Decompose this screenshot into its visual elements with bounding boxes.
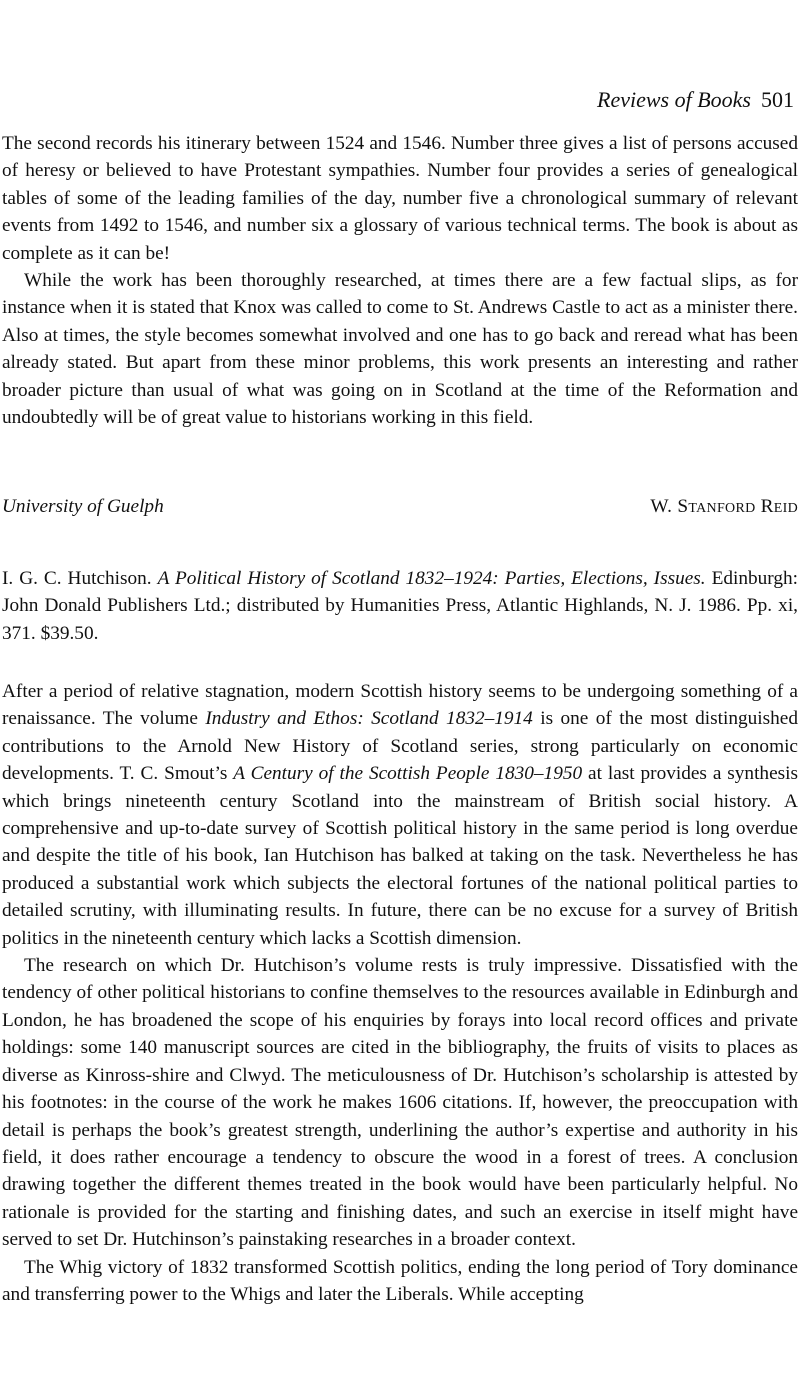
citation-publisher: Edinburgh: John Donald Publishers Ltd.; distributed by Humanities Press, Atlantic Highlands, N. J. 1986. Pp. xi, 371. $39.50.	[2, 568, 799, 644]
cited-title: A Century of the Scottish People 1830–1950	[233, 763, 583, 785]
book-citation	[2, 565, 798, 647]
body-paragraph: The research on which Dr. Hutchison’s volume rests is truly impressive. Dissatisfied with the tendency of other political historians to confine themselves to the resources available in Edinburgh and London, he has broadened the scope of his enquiries by forays into local record offices and private holdings: some 140 manuscript sources are cited in the bibliography, the fruits of visits to places as diverse as Kinross-shire and Clwyd. The meticulousness of Dr. Hutchison’s scholarship is attested by his footnotes: in the course of the work he makes 1606 citations. If, however, the preoccupation with detail is perhaps the book’s greatest strength, underlining the author’s expertise and authority in his field, it does rather encourage a tendency to obscure the wood in a forest of trees. A conclusion drawing together the different themes treated in the book would have been particularly helpful. No rationale is provided for the starting and finishing dates, and such an exercise in itself might have served to set Dr. Hutchinson’s painstaking researches in a broader context.	[2, 955, 798, 1251]
page-number: 501	[761, 87, 794, 112]
body-paragraph: The second records his itinerary between 1524 and 1546. Number three gives a list of persons accused of heresy or believed to have Protestant sympathies. Number four provides a series of genealogical tables of some of the leading families of the day, number five a chronological summary of relevant events from 1492 to 1546, and number six a glossary of various technical terms. The book is about as complete as it can be!	[2, 133, 798, 264]
cited-title: Industry and Ethos: Scotland 1832–1914	[205, 708, 533, 730]
review-body	[2, 678, 798, 1308]
review-signature	[2, 493, 798, 520]
body-paragraph: After a period of relative stagnation, modern Scottish history seems to be undergoing something of a renaissance. The volume Industry and Ethos: Scotland 1832–1914 is one of the most distinguished contributions to the Arnold New History of Scotland series, strong particularly on economic developments. T. C. Smout’s A Century of the Scottish People 1830–1950 at last provides a synthesis which brings nineteenth century Scotland into the mainstream of British social history. A comprehensive and up-to-date survey of Scottish political history in the same period is long overdue and despite the title of his book, Ian Hutchison has balked at taking on the task. Nevertheless he has produced a substantial work which subjects the electoral fortunes of the national political parties to detailed scrutiny, with illuminating results. In future, there can be no excuse for a survey of British politics in the nineteenth century which lacks a Scottish dimension.	[2, 681, 798, 949]
body-paragraph: The Whig victory of 1832 transformed Scottish politics, ending the long period of Tory dominance and transferring power to the Whigs and later the Liberals. While accepting	[2, 1256, 798, 1305]
running-head	[597, 86, 794, 114]
citation-title: A Political History of Scotland 1832–1924: Parties, Elections, Issues.	[157, 568, 706, 589]
reviewer-name: W. Stanford Reid	[650, 496, 798, 517]
running-title: Reviews of Books	[597, 87, 751, 112]
review-continuation	[2, 130, 798, 431]
citation-author: I. G. C. Hutchison.	[2, 568, 152, 589]
reviewer-institution: University of Guelph	[2, 496, 164, 517]
body-paragraph: While the work has been thoroughly researched, at times there are a few factual slips, as for instance when it is stated that Knox was called to come to St. Andrews Castle to act as a minister there. Also at times, the style becomes somewhat involved and one has to go back and reread what has been already stated. But apart from these minor problems, this work presents an interesting and rather broader picture than usual of what was going on in Scotland at the time of the Reformation and undoubtedly will be of great value to historians working in this field.	[2, 270, 798, 429]
